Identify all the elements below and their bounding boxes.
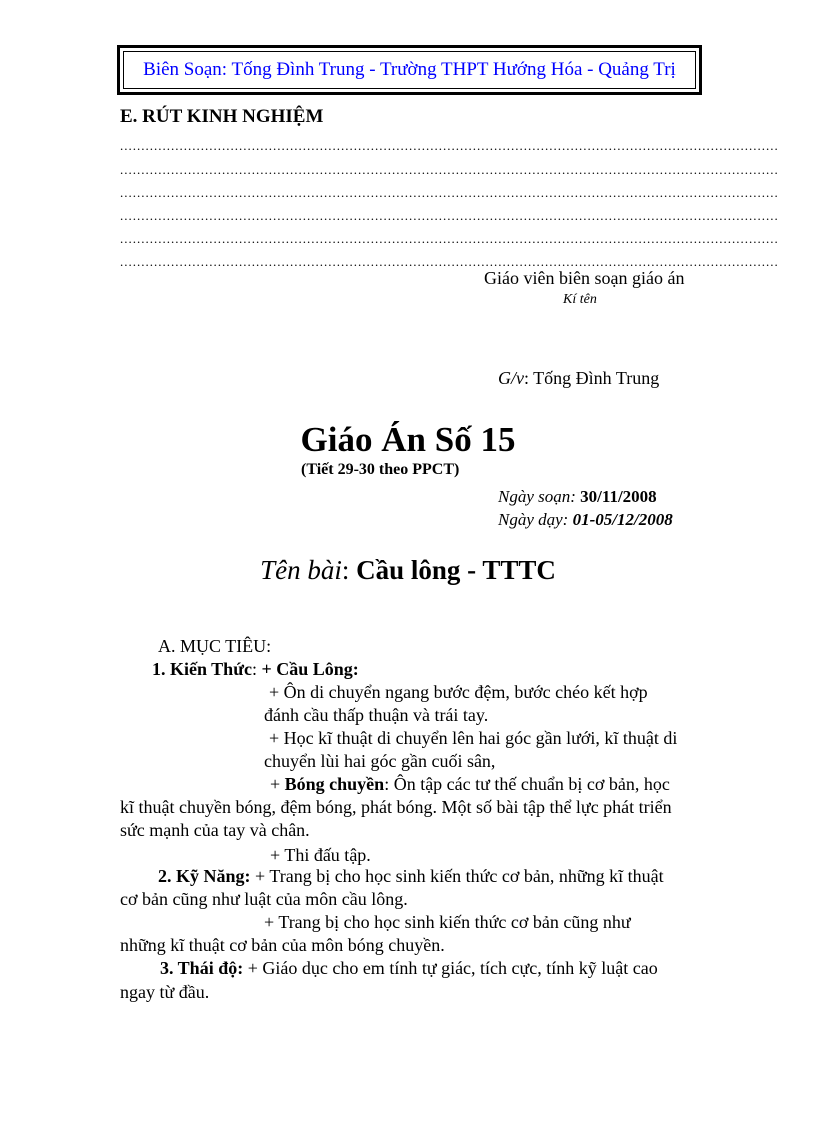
skills-point-2-line-1: + Trang bị cho học sinh kiến thức cơ bản cũng như (264, 912, 631, 932)
skills-point-1-line-2: cơ bản cũng như luật của môn cầu lông. (120, 889, 408, 909)
author-prefix: G/v (498, 368, 524, 388)
teacher-label: Giáo viên biên soạn giáo án (484, 268, 685, 288)
lesson-title (0, 555, 816, 586)
volleyball-line-1-rest: : Ôn tập các tư thế chuẩn bị cơ bản, học (384, 774, 670, 794)
teach-date-line (498, 510, 673, 530)
attitude-label: 3. Thái độ: (160, 958, 244, 978)
page-title: Giáo Án Số 15 (300, 420, 516, 459)
lesson-label: Tên bài (260, 555, 342, 585)
review-dotted-line: ........................................................................................................................................................... (120, 254, 779, 269)
volleyball-line-3: sức mạnh của tay và chân. (120, 820, 310, 840)
volleyball-line-1 (270, 774, 670, 795)
skills-label: 2. Kỹ Năng: (158, 866, 251, 886)
knowledge-line (152, 659, 359, 680)
attitude-point-line-2: ngay từ đầu. (120, 982, 210, 1002)
review-dotted-line: ........................................................................................................................................................... (120, 138, 779, 153)
author-line (498, 368, 659, 389)
review-dotted-line: ........................................................................................................................................................... (120, 185, 779, 200)
objectives-heading: A. MỤC TIÊU: (158, 636, 272, 656)
teach-date-label: Ngày dạy: (498, 510, 569, 529)
volleyball-plus: + (270, 774, 285, 794)
volleyball-line-2: kĩ thuật chuyền bóng, đệm bóng, phát bóng. Một số bài tập thể lực phát triển (120, 797, 672, 817)
badminton-point-1-line-2: đánh cầu thấp thuận và trái tay. (264, 705, 489, 725)
review-dotted-line: ........................................................................................................................................................... (120, 231, 779, 246)
badminton-point-2-line-2: chuyển lùi hai góc gần cuối sân, (264, 751, 496, 771)
volleyball-label: Bóng chuyền (284, 774, 385, 794)
attitude-point-line-1: + Giáo dục cho em tính tự giác, tích cực, tính kỹ luật cao (247, 958, 658, 978)
knowledge-colon: : (251, 659, 262, 679)
attitude-line-1 (160, 958, 658, 979)
competition-point: + Thi đấu tập. (270, 845, 371, 865)
badminton-point-1-line-1: + Ôn di chuyển ngang bước đệm, bước chéo kết hợp (269, 682, 648, 702)
review-dotted-line: ........................................................................................................................................................... (120, 162, 779, 177)
period-subtitle: (Tiết 29-30 theo PPCT) (301, 461, 460, 478)
header-banner-box (117, 45, 702, 95)
prep-date-value: 30/11/2008 (580, 487, 657, 506)
author-name: : Tống Đình Trung (524, 368, 660, 388)
signature-label: Kí tên (563, 292, 597, 307)
skills-point-2-line-2: những kĩ thuật cơ bản của môn bóng chuyền. (120, 935, 445, 955)
review-heading: E. RÚT KINH NGHIỆM (120, 106, 324, 127)
badminton-topic: + Cầu Lông: (261, 659, 359, 679)
lesson-colon: : (341, 555, 350, 585)
skills-point-1-line-1: + Trang bị cho học sinh kiến thức cơ bản, những kĩ thuật (255, 866, 664, 886)
lesson-name: Cầu lông - TTTC (356, 555, 556, 585)
review-dotted-line: ........................................................................................................................................................... (120, 208, 779, 223)
header-banner-text: Biên Soạn: Tống Đình Trung - Trường THPT Hướng Hóa - Quảng Trị (143, 59, 676, 80)
badminton-point-2-line-1: + Học kĩ thuật di chuyển lên hai góc gần lưới, kĩ thuật di (269, 728, 678, 748)
prep-date-label: Ngày soạn: (498, 487, 576, 506)
teach-date-value: 01-05/12/2008 (572, 510, 673, 529)
header-banner-inner-border (123, 51, 696, 89)
knowledge-label: 1. Kiến Thức (152, 659, 252, 679)
prep-date-line (498, 487, 657, 507)
skills-line-1 (158, 866, 664, 887)
